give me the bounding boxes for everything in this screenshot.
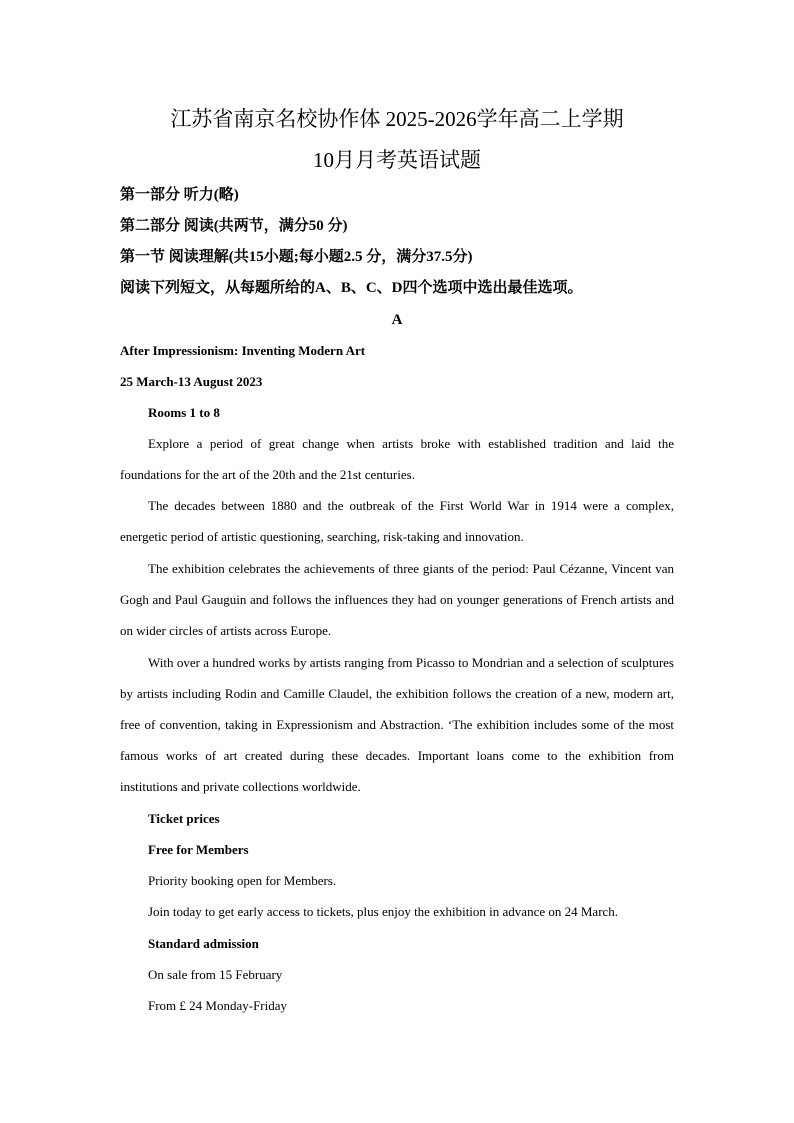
- passage-letter: A: [391, 312, 403, 328]
- exam-title-line2: 10月月考英语试题: [313, 148, 481, 172]
- rooms-label: Rooms 1 to 8: [148, 405, 220, 420]
- passage-title: After Impressionism: Inventing Modern Art: [120, 343, 366, 358]
- paragraph-4: With over a hundred works by artists ranging from Picasso to Mondrian and a selection of sculptures by artists including Rodin and Camille Claudel, the exhibition follows the creation of a new, modern art, free of convention, taking in Expressionism and Abstraction. ‘The exhibition includes some of the most famous works of art created during these decades. Important loans come to the exhibition from institutions and private collections worldwide.: [120, 655, 674, 794]
- members-join-line: Join today to get early access to tickets, plus enjoy the exhibition in advance on 24 March.: [148, 904, 619, 919]
- reading-instruction: 阅读下列短文，从每题所给的A、B、C、D四个选项中选出最佳选项。: [120, 280, 583, 296]
- paragraph-2: The decades between 1880 and the outbreak of the First World War in 1914 were a complex, energetic period of artistic questioning, searching, risk-taking and innovation.: [120, 498, 674, 544]
- members-priority-line: Priority booking open for Members.: [148, 873, 337, 888]
- section-one-heading: 第一节 阅读理解(共15小题;每小题2.5 分，满分37.5分): [120, 249, 473, 265]
- part-one-heading: 第一部分 听力(略): [120, 187, 239, 203]
- ticket-prices-heading: Ticket prices: [148, 811, 220, 826]
- standard-sale-line: On sale from 15 February: [148, 967, 283, 982]
- standard-price-line: From £ 24 Monday-Friday: [148, 998, 288, 1013]
- exam-title-line1: 江苏省南京名校协作体 2025-2026学年高二上学期: [170, 107, 624, 131]
- exhibition-dates: 25 March-13 August 2023: [120, 374, 263, 389]
- standard-admission-heading: Standard admission: [148, 936, 259, 951]
- paragraph-1: Explore a period of great change when artists broke with established tradition and laid the foundations for the art of the 20th and the 21st centuries.: [120, 436, 674, 482]
- part-two-heading: 第二部分 阅读(共两节，满分50 分): [120, 218, 348, 234]
- paragraph-3: The exhibition celebrates the achievements of three giants of the period: Paul Cézanne, Vincent van Gogh and Paul Gauguin and follows the influences they had on younger generations of French artists and on wider circles of artists across Europe.: [120, 561, 674, 638]
- members-heading: Free for Members: [148, 842, 249, 857]
